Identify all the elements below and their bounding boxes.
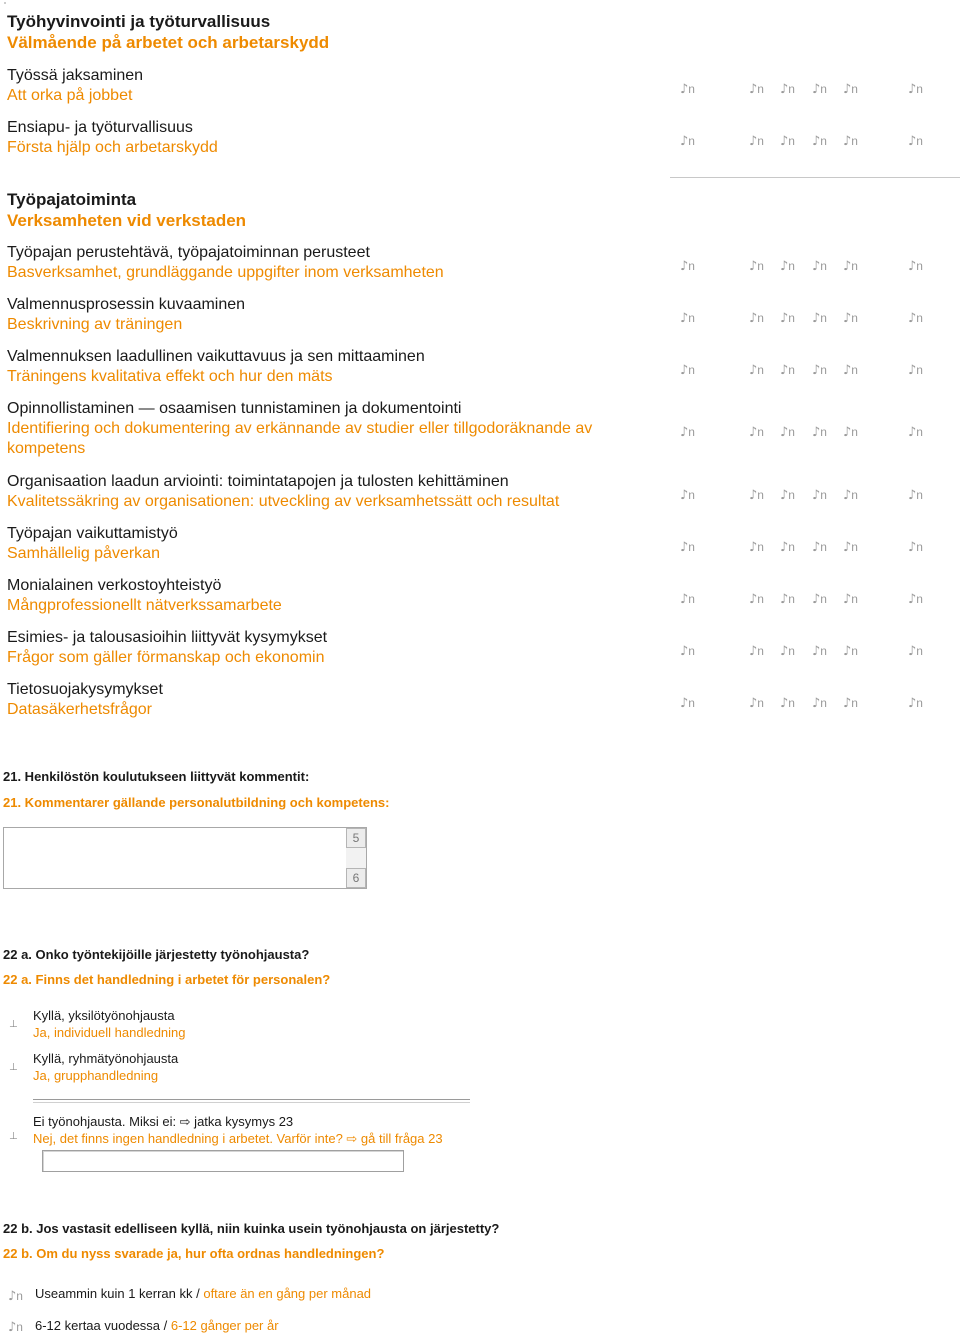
item-label-fi: Valmennuksen laadullinen vaikuttavuus ja sen mittaaminen [7,348,425,365]
rating-item [7,118,647,158]
radio-mark: ♪ [680,425,689,440]
rating-item [7,524,647,564]
item-label-sv: Första hjälp och arbetarskydd [7,139,218,156]
radio-mark: ♪ [749,134,758,149]
item-label-fi: Valmennusprosessin kuvaaminen [7,296,246,313]
radio-mark: ♪ [812,592,821,607]
checkbox-icon[interactable]: ⊥ [9,1131,18,1142]
radio-letter: n [916,540,923,554]
rating-radio-2[interactable] [749,696,764,711]
radio-letter: n [788,363,795,377]
radio-letter: n [851,592,858,606]
rating-radio-4[interactable] [812,82,827,97]
frequency-label-fi: Useammin kuin 1 kerran kk [35,1286,193,1301]
rating-item [7,576,647,616]
radio-letter: n [851,540,858,554]
radio-letter: n [688,259,695,273]
question-21-fi: 21. Henkilöstön koulutukseen liittyvät kommentit: [3,769,310,784]
item-label-sv: Identifiering och dokumentering av erkännande av studier eller tillgodoräknande av kompetens [7,420,593,457]
rating-radio-5[interactable] [843,592,858,607]
radio-mark: ♪ [780,592,789,607]
checkbox-icon[interactable]: ⊥ [9,1062,18,1073]
rating-radio-1[interactable] [680,425,695,440]
rating-radio-6[interactable] [908,363,923,378]
radio-letter: n [688,311,695,325]
item-label-fi: Monialainen verkostoyhteistyö [7,577,222,594]
option-label-fi: Ei työnohjausta. Miksi ei: ⇨ jatka kysymys 23 [33,1114,294,1129]
radio-mark: ♪ [680,311,689,326]
radio-mark: ♪ [812,540,821,555]
radio-mark: ♪ [680,363,689,378]
rating-radio-6[interactable] [908,592,923,607]
radio-letter: n [757,644,764,658]
radio-mark: ♪ [908,592,917,607]
radio-mark: ♪ [908,425,917,440]
rating-item [7,472,647,512]
radio-mark: ♪ [780,425,789,440]
rating-radio-2[interactable] [749,592,764,607]
radio-mark: ♪ [812,259,821,274]
rating-radio-5[interactable] [843,311,858,326]
comment-textarea[interactable] [3,827,367,889]
radio-mark: ♪ [812,696,821,711]
radio-button[interactable] [8,1289,23,1304]
section-title [7,11,329,53]
section-title-sv: Välmående på arbetet och arbetarskydd [7,33,330,52]
rating-radio-6[interactable] [908,540,923,555]
rating-radio-row [680,259,925,277]
radio-letter: n [757,540,764,554]
item-label-sv: Att orka på jobbet [7,87,133,104]
rating-radio-5[interactable] [843,363,858,378]
rating-radio-2[interactable] [749,311,764,326]
item-label-fi: Työpajan perustehtävä, työpajatoiminnan perusteet [7,244,370,261]
radio-mark: ♪ [749,488,758,503]
radio-mark: ♪ [680,696,689,711]
radio-letter: n [820,134,827,148]
item-label-sv: Datasäkerhetsfrågor [7,701,152,718]
rating-radio-row [680,644,925,662]
radio-mark: ♪ [749,363,758,378]
radio-mark: ♪ [749,540,758,555]
rating-radio-4[interactable] [812,488,827,503]
radio-letter: n [820,259,827,273]
item-label-fi: Esimies- ja talousasioihin liittyvät kysymykset [7,629,328,646]
radio-letter: n [16,1289,23,1303]
radio-mark: ♪ [908,363,917,378]
rating-radio-2[interactable] [749,488,764,503]
rating-radio-4[interactable] [812,696,827,711]
radio-button[interactable] [8,1320,23,1335]
rating-radio-row [680,540,925,558]
radio-letter: n [820,425,827,439]
radio-letter: n [688,488,695,502]
label-separator: / [192,1286,204,1301]
reason-input[interactable] [42,1150,404,1172]
radio-mark: ♪ [780,82,789,97]
radio-letter: n [788,488,795,502]
radio-mark: ♪ [812,363,821,378]
section-title-fi: Työhyvinvointi ja työturvallisuus [7,12,271,31]
rating-radio-5[interactable] [843,259,858,274]
question-22b-fi: 22 b. Jos vastasit edelliseen kyllä, niin kuinka usein työnohjausta on järjestetty? [3,1221,500,1236]
radio-letter: n [757,425,764,439]
radio-letter: n [688,363,695,377]
option-separator [33,1099,470,1103]
option-label-sv: Nej, det finns ingen handledning i arbetet. Varför inte? ⇨ gå till fråga 23 [33,1131,443,1146]
radio-letter: n [688,696,695,710]
rating-radio-4[interactable] [812,644,827,659]
radio-letter: n [788,311,795,325]
rating-radio-3[interactable] [780,82,795,97]
radio-letter: n [788,134,795,148]
rating-radio-1[interactable] [680,488,695,503]
rating-item [7,66,647,106]
radio-letter: n [916,696,923,710]
rating-radio-6[interactable] [908,488,923,503]
rating-radio-1[interactable] [680,363,695,378]
radio-mark: ♪ [843,363,852,378]
rating-radio-5[interactable] [843,696,858,711]
radio-letter: n [851,259,858,273]
radio-letter: n [916,592,923,606]
radio-mark: ♪ [680,592,689,607]
radio-mark: ♪ [680,259,689,274]
radio-mark: ♪ [680,82,689,97]
rating-radio-2[interactable] [749,425,764,440]
radio-letter: n [820,311,827,325]
radio-mark: ♪ [749,311,758,326]
item-label-fi: Tietosuojakysymykset [7,681,163,698]
item-label-fi: Työpajan vaikuttamistyö [7,525,178,542]
section-title-fi: Työpajatoiminta [7,190,137,209]
radio-mark: ♪ [843,134,852,149]
radio-mark: ♪ [680,644,689,659]
rating-radio-2[interactable] [749,82,764,97]
radio-letter: n [757,592,764,606]
radio-mark: ♪ [843,696,852,711]
radio-letter: n [851,363,858,377]
rating-radio-2[interactable] [749,540,764,555]
radio-letter: n [788,82,795,96]
option-label-sv: Ja, grupphandledning [33,1068,159,1083]
item-label-fi: Opinnollistaminen — osaamisen tunnistaminen ja dokumentointi [7,400,462,417]
item-label-fi: Organisaation laadun arviointi: toimintatapojen ja tulosten kehittäminen [7,473,509,490]
radio-letter: n [688,82,695,96]
radio-letter: n [820,592,827,606]
item-label-fi: Työssä jaksaminen [7,67,144,84]
rating-radio-6[interactable] [908,696,923,711]
radio-letter: n [820,696,827,710]
radio-letter: n [757,363,764,377]
frequency-label-fi: 6-12 kertaa vuodessa [35,1318,161,1333]
rating-radio-2[interactable] [749,644,764,659]
rating-radio-4[interactable] [812,425,827,440]
radio-mark: ♪ [8,1320,17,1335]
rating-radio-3[interactable] [780,363,795,378]
radio-mark: ♪ [908,540,917,555]
radio-letter: n [916,82,923,96]
item-label-sv: Träningens kvalitativa effekt och hur den mäts [7,368,333,385]
radio-mark: ♪ [812,82,821,97]
radio-mark: ♪ [780,696,789,711]
radio-mark: ♪ [680,134,689,149]
radio-mark: ♪ [812,311,821,326]
rating-radio-3[interactable] [780,540,795,555]
checkbox-icon[interactable]: ⊥ [9,1019,18,1030]
rating-item [7,628,647,668]
rating-radio-row [680,134,925,152]
radio-mark: ♪ [780,488,789,503]
radio-letter: n [851,488,858,502]
radio-letter: n [851,696,858,710]
rating-radio-3[interactable] [780,644,795,659]
radio-mark: ♪ [843,311,852,326]
radio-letter: n [916,363,923,377]
rating-radio-4[interactable] [812,540,827,555]
radio-mark: ♪ [843,425,852,440]
rating-radio-3[interactable] [780,592,795,607]
rating-radio-4[interactable] [812,592,827,607]
rating-radio-1[interactable] [680,134,695,149]
radio-mark: ♪ [843,259,852,274]
rating-radio-4[interactable] [812,134,827,149]
rating-radio-5[interactable] [843,488,858,503]
option-label-sv: Ja, individuell handledning [33,1025,186,1040]
radio-letter: n [688,134,695,148]
radio-mark: ♪ [8,1289,17,1304]
radio-letter: n [757,259,764,273]
rating-item [7,347,647,387]
rating-radio-1[interactable] [680,696,695,711]
radio-letter: n [757,134,764,148]
radio-mark: ♪ [812,488,821,503]
rating-radio-row [680,592,925,610]
radio-letter: n [916,311,923,325]
rating-radio-5[interactable] [843,540,858,555]
question-21-sv: 21. Kommentarer gällande personalutbildning och kompetens: [3,795,390,810]
radio-letter: n [757,311,764,325]
rating-radio-row [680,488,925,506]
radio-mark: ♪ [680,488,689,503]
question-22a-fi: 22 a. Onko työntekijöille järjestetty työnohjausta? [3,947,310,962]
rating-radio-row [680,311,925,329]
radio-letter: n [820,363,827,377]
rating-radio-6[interactable] [908,644,923,659]
rating-radio-1[interactable] [680,592,695,607]
frequency-label-sv: oftare än en gång per månad [203,1286,372,1301]
radio-letter: n [757,82,764,96]
rating-radio-1[interactable] [680,82,695,97]
rating-radio-2[interactable] [749,134,764,149]
rating-radio-5[interactable] [843,134,858,149]
radio-mark: ♪ [780,644,789,659]
option-none [33,1113,443,1147]
radio-mark: ♪ [812,644,821,659]
item-label-sv: Basverksamhet, grundläggande uppgifter inom verksamheten [7,264,444,281]
radio-mark: ♪ [749,644,758,659]
radio-mark: ♪ [908,488,917,503]
rating-radio-4[interactable] [812,311,827,326]
radio-letter: n [16,1320,23,1334]
rating-radio-2[interactable] [749,259,764,274]
radio-mark: ♪ [843,592,852,607]
radio-letter: n [788,259,795,273]
radio-letter: n [820,540,827,554]
rating-radio-row [680,82,925,100]
option-group [33,1050,178,1084]
radio-letter: n [788,644,795,658]
rating-radio-1[interactable] [680,540,695,555]
rating-radio-4[interactable] [812,259,827,274]
item-label-sv: Kvalitetssäkring av organisationen: utveckling av verksamhetssätt och resultat [7,493,560,510]
radio-letter: n [757,696,764,710]
label-separator: / [160,1318,171,1333]
rating-radio-3[interactable] [780,259,795,274]
question-22a-sv: 22 a. Finns det handledning i arbetet för personalen? [3,972,331,987]
radio-mark: ♪ [908,134,917,149]
radio-mark: ♪ [780,363,789,378]
radio-letter: n [688,644,695,658]
radio-mark: ♪ [908,82,917,97]
radio-mark: ♪ [812,425,821,440]
radio-letter: n [851,134,858,148]
rating-radio-1[interactable] [680,644,695,659]
radio-letter: n [788,425,795,439]
radio-mark: ♪ [780,134,789,149]
section-divider [670,177,960,178]
option-label-fi: Kyllä, yksilötyönohjausta [33,1008,175,1023]
rating-radio-1[interactable] [680,259,695,274]
rating-radio-6[interactable] [908,259,923,274]
radio-mark: ♪ [780,540,789,555]
radio-mark: ♪ [843,644,852,659]
radio-mark: ♪ [749,425,758,440]
item-label-sv: Beskrivning av träningen [7,316,183,333]
radio-letter: n [788,592,795,606]
radio-letter: n [916,488,923,502]
rating-radio-4[interactable] [812,363,827,378]
rating-radio-row [680,363,925,381]
section-title-sv: Verksamheten vid verkstaden [7,211,247,230]
section-title [7,189,246,231]
rating-radio-6[interactable] [908,134,923,149]
radio-letter: n [851,82,858,96]
rating-radio-6[interactable] [908,425,923,440]
radio-letter: n [916,134,923,148]
radio-mark: ♪ [749,696,758,711]
item-label-fi: Ensiapu- ja työturvallisuus [7,119,193,136]
scroll-up-button[interactable]: 5 [346,828,366,848]
radio-letter: n [688,425,695,439]
radio-letter: n [688,540,695,554]
rating-radio-3[interactable] [780,488,795,503]
radio-mark: ♪ [749,259,758,274]
frequency-option [35,1286,371,1302]
radio-letter: n [916,425,923,439]
corner-mark [4,2,6,4]
radio-letter: n [851,425,858,439]
rating-item [7,243,647,283]
item-label-sv: Frågor som gäller förmanskap och ekonomin [7,649,325,666]
rating-radio-6[interactable] [908,311,923,326]
rating-radio-3[interactable] [780,134,795,149]
radio-letter: n [820,488,827,502]
scroll-down-button[interactable]: 6 [346,868,366,888]
radio-mark: ♪ [780,311,789,326]
radio-mark: ♪ [908,259,917,274]
radio-letter: n [688,592,695,606]
scrollbar-track[interactable] [346,848,366,868]
rating-item [7,295,647,335]
option-individual [33,1007,186,1041]
radio-letter: n [851,644,858,658]
radio-mark: ♪ [812,134,821,149]
option-label-fi: Kyllä, ryhmätyönohjausta [33,1051,179,1066]
radio-letter: n [851,311,858,325]
radio-letter: n [788,540,795,554]
rating-radio-3[interactable] [780,311,795,326]
radio-letter: n [916,644,923,658]
frequency-label-sv: 6-12 gånger per år [170,1318,279,1333]
radio-mark: ♪ [749,82,758,97]
radio-mark: ♪ [780,259,789,274]
question-22b-sv: 22 b. Om du nyss svarade ja, hur ofta ordnas handledningen? [3,1246,385,1261]
radio-mark: ♪ [680,540,689,555]
radio-mark: ♪ [843,540,852,555]
rating-radio-5[interactable] [843,425,858,440]
rating-radio-6[interactable] [908,82,923,97]
radio-letter: n [820,82,827,96]
item-label-sv: Samhällelig påverkan [7,545,160,562]
radio-letter: n [788,696,795,710]
item-label-sv: Mångprofessionellt nätverkssamarbete [7,597,282,614]
radio-mark: ♪ [908,696,917,711]
rating-radio-row [680,696,925,714]
radio-mark: ♪ [908,644,917,659]
radio-letter: n [820,644,827,658]
frequency-option [35,1318,279,1334]
rating-item [7,680,647,720]
radio-letter: n [757,488,764,502]
rating-radio-3[interactable] [780,425,795,440]
rating-radio-5[interactable] [843,644,858,659]
rating-radio-3[interactable] [780,696,795,711]
rating-item [7,399,647,459]
rating-radio-1[interactable] [680,311,695,326]
rating-radio-2[interactable] [749,363,764,378]
radio-mark: ♪ [908,311,917,326]
radio-mark: ♪ [843,488,852,503]
radio-mark: ♪ [749,592,758,607]
radio-letter: n [916,259,923,273]
rating-radio-5[interactable] [843,82,858,97]
rating-radio-row [680,425,925,443]
radio-mark: ♪ [843,82,852,97]
